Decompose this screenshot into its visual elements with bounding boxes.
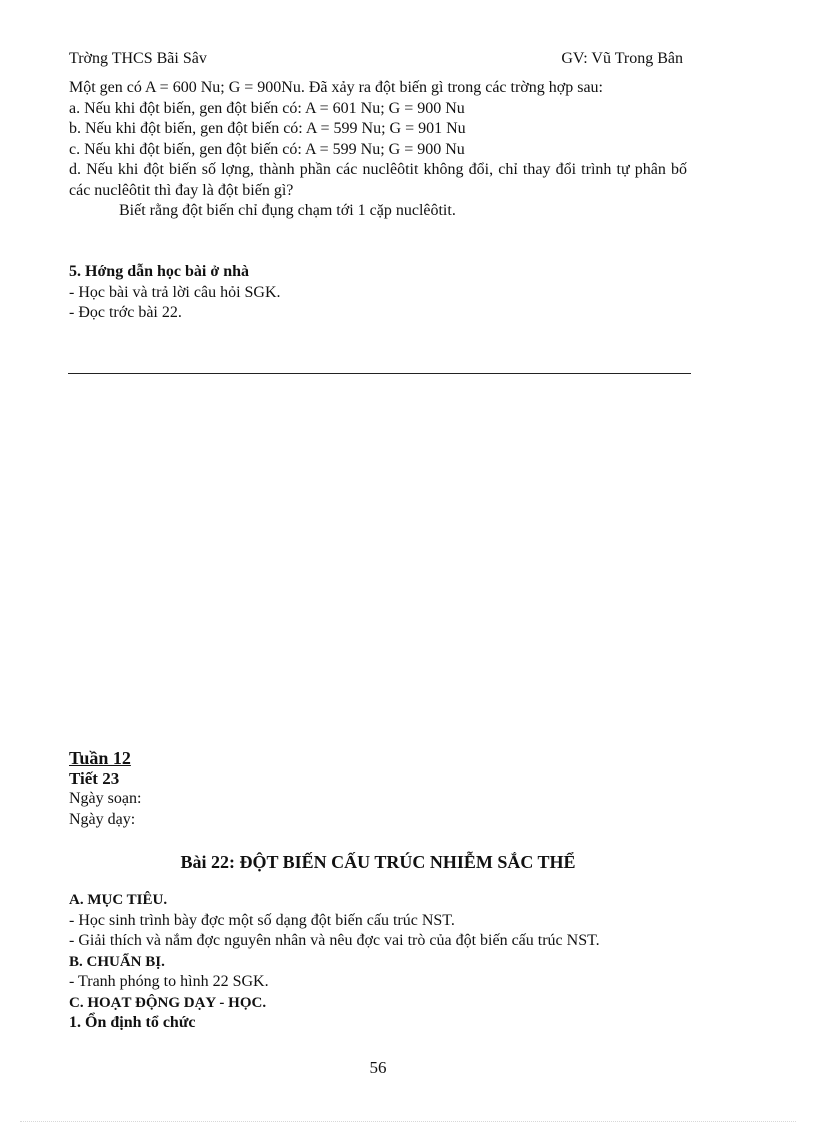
period-label: Tiết 23 — [69, 768, 120, 788]
objective-item: - Giải thích và nắm đợc nguyên nhân và nêu đợc vai trò của đột biến cấu trúc NST. — [69, 932, 600, 949]
exercise-option-c: c. Nếu khi đột biến, gen đột biến có: A = 599 Nu; G = 900 Nu — [69, 140, 465, 158]
objective-item: - Học sinh trình bày đợc một số dạng đột biến cấu trúc NST. — [69, 911, 455, 929]
exercise-option-d: d. Nếu khi đột biến số lợng, thành phần các nuclêôtit không đổi, chỉ thay đổi trình tự phân bố các nuclêôtit thì đay là đột biến gì? — [69, 161, 687, 199]
exercise-note: Biết rằng đột biến chỉ đụng chạm tới 1 cặp nuclêôtit. — [119, 202, 456, 219]
preparation-item: - Tranh phóng to hình 22 SGK. — [69, 973, 269, 990]
homework-item: - Học bài và trả lời câu hỏi SGK. — [69, 283, 281, 301]
homework-item: - Đọc trớc bài 22. — [69, 304, 182, 321]
lesson-title — [69, 852, 687, 873]
teacher-name: GV: Vũ Trong Bân — [561, 50, 683, 67]
exercise-block — [69, 78, 687, 222]
week-label: Tuần 12 — [69, 748, 131, 768]
section-divider — [68, 373, 691, 374]
exercise-question: Một gen có A = 600 Nu; G = 900Nu. Đã xảy ra đột biến gì trong các trờng hợp sau: — [69, 79, 603, 96]
teach-date-label: Ngày dạy: — [69, 810, 136, 828]
section-a-heading: A. MỤC TIÊU. — [69, 892, 168, 908]
lesson-number: Bài 22: — [180, 852, 235, 872]
homework-heading: 5. Hớng dẫn học bài ở nhà — [69, 263, 249, 280]
page-bottom-border — [20, 1121, 796, 1122]
homework-block — [69, 262, 687, 324]
objectives-block — [69, 890, 687, 1034]
page-number: 56 — [369, 1058, 387, 1077]
lesson-title-text: ĐỘT BIẾN CẤU TRÚC NHIỄM SẮC THỂ — [239, 852, 576, 872]
section-b-heading: B. CHUẨN BỊ. — [69, 953, 165, 970]
school-name: Trờng THCS Bãi Sâv — [69, 50, 207, 67]
section-c-subheading: 1. Ổn định tổ chức — [69, 1014, 196, 1031]
page-header — [69, 50, 683, 70]
prep-date-label: Ngày soạn: — [69, 790, 142, 807]
exercise-option-b: b. Nếu khi đột biến, gen đột biến có: A = 599 Nu; G = 901 Nu — [69, 120, 466, 137]
lesson-meta — [69, 748, 687, 830]
exercise-option-a: a. Nếu khi đột biến, gen đột biến có: A = 601 Nu; G = 900 Nu — [69, 99, 465, 117]
section-c-heading: C. HOẠT ĐỘNG DẠY - HỌC. — [69, 994, 267, 1011]
